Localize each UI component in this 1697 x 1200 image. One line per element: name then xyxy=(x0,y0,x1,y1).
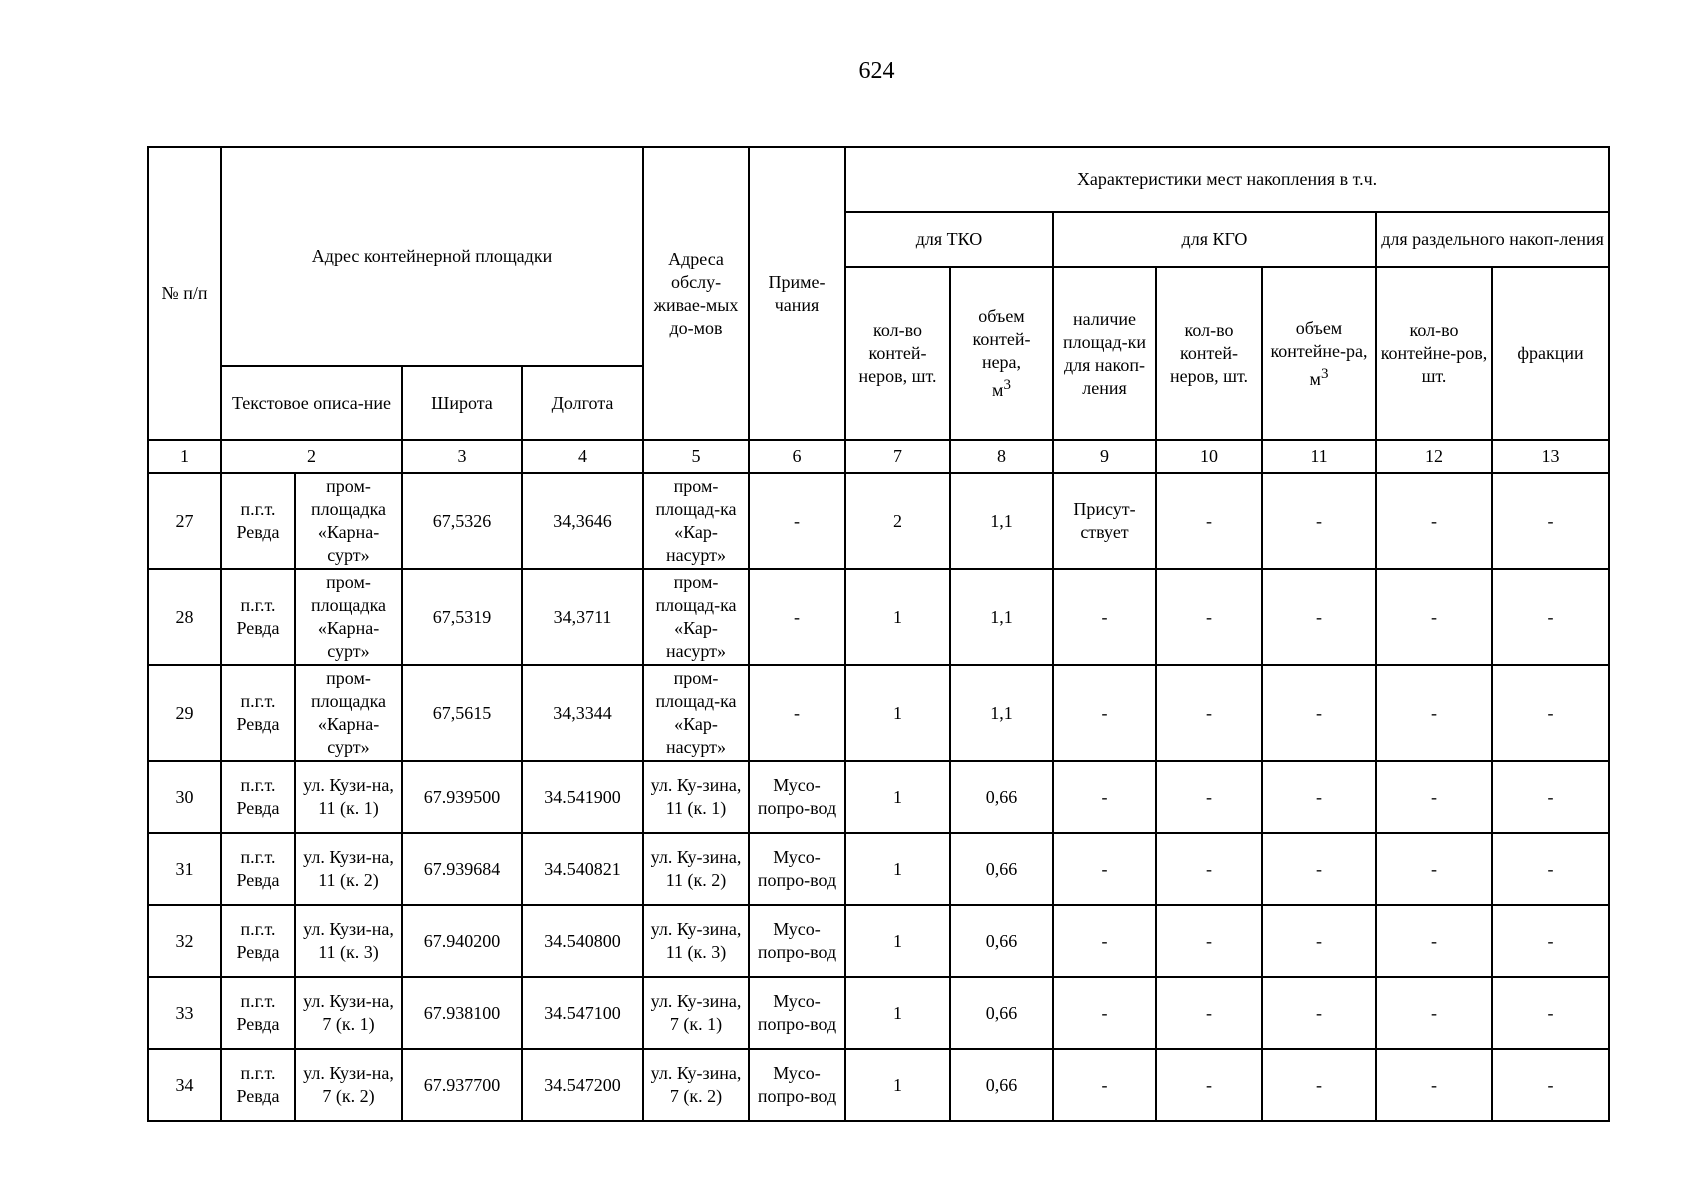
header-kgo-count: кол-во контей-неров, шт. xyxy=(1156,267,1262,440)
served-addresses-cell: пром-площад-ка «Кар-насурт» xyxy=(643,473,749,569)
kgo-volume-cell: - xyxy=(1262,473,1376,569)
served-addresses-cell: пром-площад-ка «Кар-насурт» xyxy=(643,665,749,761)
separate-count-cell: - xyxy=(1376,977,1492,1049)
longitude-cell: 34.541900 xyxy=(522,761,643,833)
longitude-cell: 34.547100 xyxy=(522,977,643,1049)
latitude-cell: 67.939684 xyxy=(402,833,522,905)
served-addresses-cell: ул. Ку-зина, 7 (к. 2) xyxy=(643,1049,749,1121)
container-sites-table xyxy=(147,146,1610,1122)
separate-fractions-cell: - xyxy=(1492,833,1609,905)
column-number: 1 xyxy=(148,440,221,473)
text-description-cell: пром-площадка «Карна-сурт» xyxy=(295,473,402,569)
separate-fractions-cell: - xyxy=(1492,569,1609,665)
notes-cell: - xyxy=(749,473,845,569)
column-number: 5 xyxy=(643,440,749,473)
settlement-cell: п.г.т. Ревда xyxy=(221,1049,295,1121)
tko-volume-unit-sup: 3 xyxy=(1003,377,1011,393)
kgo-site-cell: - xyxy=(1053,977,1156,1049)
tko-count-cell: 1 xyxy=(845,833,950,905)
header-separate: для раздельного накоп-ления xyxy=(1376,212,1609,267)
separate-count-cell: - xyxy=(1376,905,1492,977)
header-separate-fractions: фракции xyxy=(1492,267,1609,440)
kgo-volume-unit-sup: 3 xyxy=(1320,365,1329,382)
separate-fractions-cell: - xyxy=(1492,473,1609,569)
tko-count-cell: 1 xyxy=(845,977,950,1049)
latitude-cell: 67.937700 xyxy=(402,1049,522,1121)
separate-fractions-cell: - xyxy=(1492,977,1609,1049)
tko-volume-cell: 1,1 xyxy=(950,473,1053,569)
separate-fractions-cell: - xyxy=(1492,905,1609,977)
kgo-count-cell: - xyxy=(1156,905,1262,977)
longitude-cell: 34.547200 xyxy=(522,1049,643,1121)
notes-cell: Мусо-попро-вод xyxy=(749,905,845,977)
longitude-cell: 34.540800 xyxy=(522,905,643,977)
text-description-cell: ул. Кузи-на, 7 (к. 1) xyxy=(295,977,402,1049)
header-text-description: Текстовое описа-ние xyxy=(221,366,402,440)
tko-volume-unit: м xyxy=(992,380,1004,400)
column-number: 2 xyxy=(221,440,402,473)
served-addresses-cell: пром-площад-ка «Кар-насурт» xyxy=(643,569,749,665)
tko-count-cell: 1 xyxy=(845,1049,950,1121)
separate-count-cell: - xyxy=(1376,665,1492,761)
column-number: 12 xyxy=(1376,440,1492,473)
kgo-site-cell: - xyxy=(1053,665,1156,761)
kgo-volume-cell: - xyxy=(1262,833,1376,905)
served-addresses-cell: ул. Ку-зина, 11 (к. 1) xyxy=(643,761,749,833)
separate-count-cell: - xyxy=(1376,569,1492,665)
separate-count-cell: - xyxy=(1376,761,1492,833)
row-num-cell: 27 xyxy=(148,473,221,569)
tko-count-cell: 1 xyxy=(845,905,950,977)
kgo-count-cell: - xyxy=(1156,665,1262,761)
column-number: 8 xyxy=(950,440,1053,473)
kgo-volume-cell: - xyxy=(1262,761,1376,833)
latitude-cell: 67,5615 xyxy=(402,665,522,761)
header-latitude: Широта xyxy=(402,366,522,440)
column-number: 3 xyxy=(402,440,522,473)
table-row xyxy=(148,569,1609,665)
tko-volume-cell: 0,66 xyxy=(950,833,1053,905)
longitude-cell: 34,3344 xyxy=(522,665,643,761)
kgo-count-cell: - xyxy=(1156,473,1262,569)
kgo-site-cell: - xyxy=(1053,569,1156,665)
text-description-cell: ул. Кузи-на, 11 (к. 3) xyxy=(295,905,402,977)
row-num-cell: 28 xyxy=(148,569,221,665)
table-row xyxy=(148,905,1609,977)
settlement-cell: п.г.т. Ревда xyxy=(221,905,295,977)
served-addresses-cell: ул. Ку-зина, 11 (к. 3) xyxy=(643,905,749,977)
notes-cell: Мусо-попро-вод xyxy=(749,833,845,905)
latitude-cell: 67,5319 xyxy=(402,569,522,665)
tko-volume-cell: 0,66 xyxy=(950,977,1053,1049)
column-number: 7 xyxy=(845,440,950,473)
tko-volume-cell: 1,1 xyxy=(950,665,1053,761)
header-kgo-volume xyxy=(1262,267,1376,440)
column-number: 13 xyxy=(1492,440,1609,473)
row-num-cell: 34 xyxy=(148,1049,221,1121)
header-tko-volume xyxy=(950,267,1053,440)
row-num-cell: 30 xyxy=(148,761,221,833)
separate-fractions-cell: - xyxy=(1492,665,1609,761)
notes-cell: Мусо-попро-вод xyxy=(749,1049,845,1121)
kgo-site-cell: Присут-ствует xyxy=(1053,473,1156,569)
column-number: 10 xyxy=(1156,440,1262,473)
text-description-cell: пром-площадка «Карна-сурт» xyxy=(295,569,402,665)
row-num-cell: 31 xyxy=(148,833,221,905)
row-num-cell: 29 xyxy=(148,665,221,761)
separate-count-cell: - xyxy=(1376,473,1492,569)
kgo-site-cell: - xyxy=(1053,761,1156,833)
longitude-cell: 34,3711 xyxy=(522,569,643,665)
table-row xyxy=(148,761,1609,833)
tko-volume-cell: 0,66 xyxy=(950,905,1053,977)
column-number: 4 xyxy=(522,440,643,473)
notes-cell: - xyxy=(749,569,845,665)
latitude-cell: 67.938100 xyxy=(402,977,522,1049)
separate-fractions-cell: - xyxy=(1492,1049,1609,1121)
header-kgo-site: наличие площад-ки для накоп-ления xyxy=(1053,267,1156,440)
settlement-cell: п.г.т. Ревда xyxy=(221,569,295,665)
kgo-volume-cell: - xyxy=(1262,569,1376,665)
page-number: 624 xyxy=(858,58,895,84)
table-body xyxy=(148,473,1609,1121)
table-row xyxy=(148,1049,1609,1121)
text-description-cell: ул. Кузи-на, 7 (к. 2) xyxy=(295,1049,402,1121)
kgo-site-cell: - xyxy=(1053,905,1156,977)
latitude-cell: 67.940200 xyxy=(402,905,522,977)
separate-fractions-cell: - xyxy=(1492,761,1609,833)
settlement-cell: п.г.т. Ревда xyxy=(221,665,295,761)
kgo-volume-cell: - xyxy=(1262,1049,1376,1121)
separate-count-cell: - xyxy=(1376,833,1492,905)
header-longitude: Долгота xyxy=(522,366,643,440)
tko-count-cell: 1 xyxy=(845,761,950,833)
longitude-cell: 34.540821 xyxy=(522,833,643,905)
header-notes: Приме-чания xyxy=(749,147,845,440)
tko-count-cell: 1 xyxy=(845,569,950,665)
kgo-volume-unit: м xyxy=(1309,368,1321,389)
header-separate-count: кол-во контейне-ров, шт. xyxy=(1376,267,1492,440)
kgo-count-cell: - xyxy=(1156,833,1262,905)
tko-volume-cell: 0,66 xyxy=(950,1049,1053,1121)
kgo-volume-cell: - xyxy=(1262,977,1376,1049)
table-row xyxy=(148,833,1609,905)
header-tko-count: кол-во контей-неров, шт. xyxy=(845,267,950,440)
header-characteristics: Характеристики мест накопления в т.ч. xyxy=(845,147,1609,212)
kgo-volume-cell: - xyxy=(1262,905,1376,977)
header-num: № п/п xyxy=(148,147,221,440)
settlement-cell: п.г.т. Ревда xyxy=(221,761,295,833)
latitude-cell: 67.939500 xyxy=(402,761,522,833)
served-addresses-cell: ул. Ку-зина, 11 (к. 2) xyxy=(643,833,749,905)
settlement-cell: п.г.т. Ревда xyxy=(221,977,295,1049)
kgo-count-cell: - xyxy=(1156,569,1262,665)
latitude-cell: 67,5326 xyxy=(402,473,522,569)
column-number: 9 xyxy=(1053,440,1156,473)
column-number-row xyxy=(148,440,1609,473)
kgo-count-cell: - xyxy=(1156,761,1262,833)
tko-count-cell: 1 xyxy=(845,665,950,761)
table-row xyxy=(148,473,1609,569)
kgo-volume-cell: - xyxy=(1262,665,1376,761)
tko-volume-label: объем контей-нера, xyxy=(972,306,1031,372)
text-description-cell: ул. Кузи-на, 11 (к. 2) xyxy=(295,833,402,905)
served-addresses-cell: ул. Ку-зина, 7 (к. 1) xyxy=(643,977,749,1049)
header-tko: для ТКО xyxy=(845,212,1053,267)
column-number: 11 xyxy=(1262,440,1376,473)
kgo-site-cell: - xyxy=(1053,833,1156,905)
kgo-volume-label: объем контейне-ра, xyxy=(1270,317,1368,361)
kgo-count-cell: - xyxy=(1156,1049,1262,1121)
notes-cell: - xyxy=(749,665,845,761)
tko-volume-cell: 0,66 xyxy=(950,761,1053,833)
notes-cell: Мусо-попро-вод xyxy=(749,977,845,1049)
kgo-site-cell: - xyxy=(1053,1049,1156,1121)
kgo-count-cell: - xyxy=(1156,977,1262,1049)
text-description-cell: пром-площадка «Карна-сурт» xyxy=(295,665,402,761)
header-kgo: для КГО xyxy=(1053,212,1376,267)
separate-count-cell: - xyxy=(1376,1049,1492,1121)
longitude-cell: 34,3646 xyxy=(522,473,643,569)
settlement-cell: п.г.т. Ревда xyxy=(221,473,295,569)
header-served-addresses: Адреса обслу-живае-мых до-мов xyxy=(643,147,749,440)
tko-volume-cell: 1,1 xyxy=(950,569,1053,665)
row-num-cell: 32 xyxy=(148,905,221,977)
table-row xyxy=(148,977,1609,1049)
text-description-cell: ул. Кузи-на, 11 (к. 1) xyxy=(295,761,402,833)
settlement-cell: п.г.т. Ревда xyxy=(221,833,295,905)
table-row xyxy=(148,665,1609,761)
notes-cell: Мусо-попро-вод xyxy=(749,761,845,833)
header-address: Адрес контейнерной площадки xyxy=(221,147,643,366)
tko-count-cell: 2 xyxy=(845,473,950,569)
column-number: 6 xyxy=(749,440,845,473)
row-num-cell: 33 xyxy=(148,977,221,1049)
